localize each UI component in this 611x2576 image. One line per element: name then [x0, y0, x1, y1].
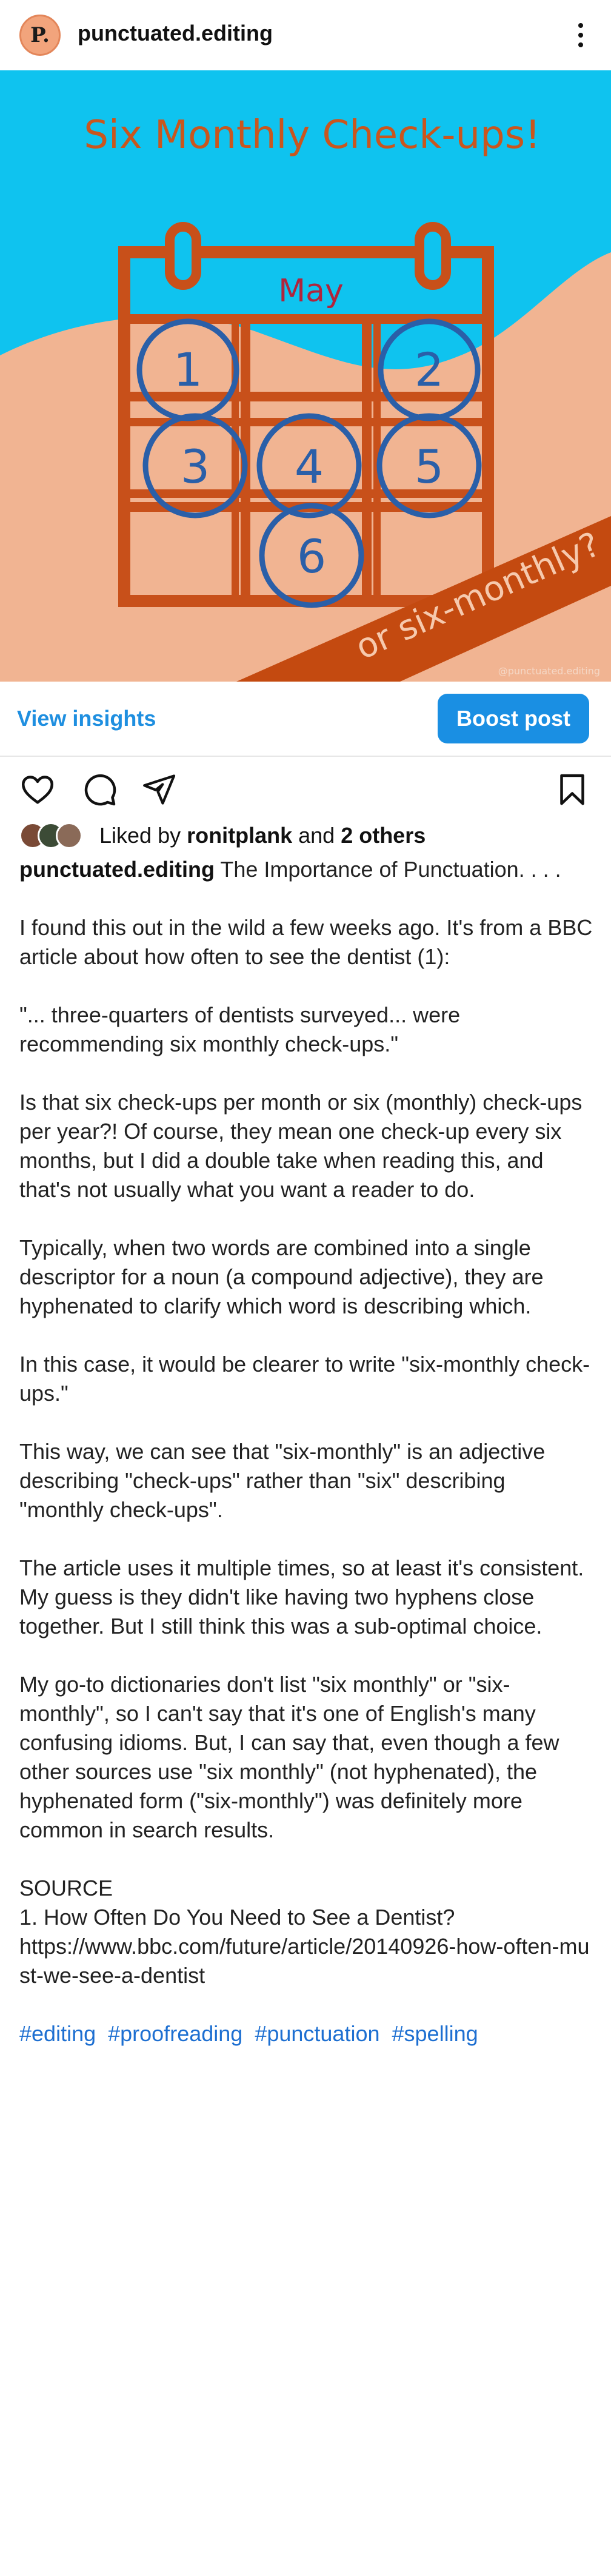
likes-text [99, 823, 426, 848]
caption [19, 855, 595, 2048]
hashtag[interactable]: #spelling [392, 2021, 478, 2046]
date-number: 5 [414, 440, 444, 494]
caption-paragraph: "... three-quarters of dentists surveyed... were recommending six monthly check-ups." [19, 1002, 461, 1056]
post-header [0, 0, 611, 70]
caption-title: The Importance of Punctuation. . . . [220, 857, 561, 882]
banner-text: or six-monthly? [350, 525, 606, 668]
insights-row [0, 682, 611, 757]
date-number: 1 [173, 343, 203, 397]
comment-icon[interactable] [81, 771, 118, 808]
date-number: 4 [294, 440, 324, 494]
caption-paragraph: Typically, when two words are combined into a single descriptor for a noun (a compound adjective), they are hyphenated to clarify which word is describing which. [19, 1235, 544, 1318]
caption-paragraph: My go-to dictionaries don't list "six monthly" or "six-monthly", so I can't say that it's one of English's many confusing idioms. But, I can say that, even though a few other sources use "six monthly" (not hyphenated), the hyphenated form ("six-monthly") was definitely more common in search results. [19, 1672, 559, 1842]
avatar [56, 822, 82, 849]
post-image[interactable] [0, 70, 611, 682]
hashtags [19, 2019, 595, 2048]
hashtag[interactable]: #editing [19, 2021, 96, 2046]
caption-paragraph: I found this out in the wild a few weeks ago. It's from a BBC article about how often to see the dentist (1): [19, 915, 593, 969]
liker-avatars [19, 821, 91, 850]
avatar[interactable]: P. [19, 15, 61, 56]
image-title: Six Monthly Check-ups! [84, 113, 541, 158]
date-number: 6 [296, 529, 327, 583]
caption-paragraph: The article uses it multiple times, so at least it's consistent. My guess is they didn't like having two hyphens close together. But I still think this was a sub-optimal choice. [19, 1555, 584, 1639]
watermark: @punctuated.editing [498, 665, 600, 677]
bookmark-icon[interactable] [554, 771, 590, 808]
view-insights-link[interactable]: View insights [17, 706, 156, 731]
source-heading: SOURCE [19, 1876, 113, 1900]
hashtag[interactable]: #proofreading [108, 2021, 243, 2046]
caption-paragraph: Is that six check-ups per month or six (monthly) check-ups per year?! Of course, they mean one check-up every six months, but I did a double take when reading this, and that's not usually what you want a reader to do. [19, 1090, 583, 1202]
month-label: May [278, 273, 344, 309]
likes-prefix: Liked by [99, 823, 187, 848]
caption-paragraph: In this case, it would be clearer to write "six-monthly check-ups." [19, 1352, 590, 1406]
action-bar [0, 765, 611, 815]
caption-username[interactable]: punctuated.editing [19, 857, 215, 882]
boost-post-button[interactable]: Boost post [438, 694, 589, 743]
more-vertical-icon[interactable] [570, 18, 592, 52]
date-number: 3 [180, 440, 210, 494]
likes-middle: and [292, 823, 341, 848]
source-item: 1. How Often Do You Need to See a Dentist? [19, 1905, 455, 1930]
likes-row[interactable] [19, 820, 426, 851]
username[interactable]: punctuated.editing [78, 21, 273, 45]
date-number: 2 [414, 343, 444, 397]
caption-first-line [19, 855, 595, 884]
liker-username[interactable]: ronitplank [187, 823, 293, 848]
send-icon[interactable] [141, 771, 177, 808]
caption-paragraph: This way, we can see that "six-monthly" is an adjective describing "check-ups" rather than "six" describing "monthly check-ups". [19, 1439, 546, 1522]
likes-others[interactable]: 2 others [341, 823, 426, 848]
heart-icon[interactable] [19, 771, 56, 808]
hashtag[interactable]: #punctuation [255, 2021, 380, 2046]
source-url: https://www.bbc.com/future/article/20140926-how-often-must-we-see-a-dentist [19, 1934, 590, 1988]
